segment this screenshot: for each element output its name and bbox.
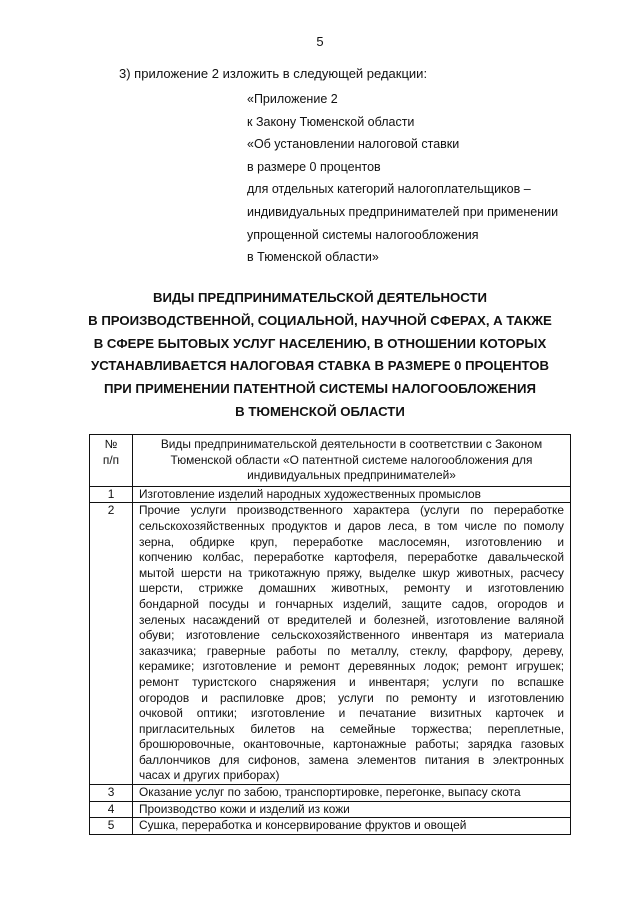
row-line: Сушка, переработка и консервирование фруктов и овощей <box>139 818 467 833</box>
appendix-line: для отдельных категорий налогоплательщиков – <box>247 182 531 197</box>
row-line: зерна, обдирке круп, переработке маслосемян, изготовлению и <box>139 534 564 549</box>
title-line: ПРИ ПРИМЕНЕНИИ ПАТЕНТНОЙ СИСТЕМЫ НАЛОГООБЛОЖЕНИЯ <box>104 381 536 397</box>
row-line: заказчика; граверные работы по металлу, стеклу, фарфору, дереву, <box>139 643 564 658</box>
row-line: Изготовление изделий народных художественных промыслов <box>139 486 481 501</box>
header-description-line: индивидуальных предпринимателей» <box>247 468 456 483</box>
header-number-line: № <box>104 437 118 451</box>
appendix-line: в размере 0 процентов <box>247 159 381 174</box>
row-line: брошюровочные, окантовочные, картонажные работы; зарядка газовых <box>139 737 564 752</box>
row-line: керамике; изготовление и ремонт деревянных лодок; ремонт игрушек; <box>139 659 564 674</box>
title-line: В СФЕРЕ БЫТОВЫХ УСЛУГ НАСЕЛЕНИЮ, В ОТНОШЕНИИ КОТОРЫХ <box>93 335 547 351</box>
row-line: часах и других приборах) <box>139 768 280 783</box>
row-line: ремонт туристского снаряжения и инвентаря; услуги по вспашке <box>139 674 564 689</box>
row-line: копчению колбас, переработке картофеля, переработке давальческой <box>139 550 564 565</box>
header-number-line: п/п <box>102 452 120 467</box>
row-number: 3 <box>90 785 133 802</box>
table-row <box>90 503 571 785</box>
row-line: огородов и распиловке дров; услуги по ремонту и изготовлению <box>139 690 564 705</box>
appendix-line: «Об установлении налоговой ставки <box>247 137 460 152</box>
row-line: пригласительных билетов на семейные торжества; переплетные, <box>139 721 564 736</box>
table-row <box>90 818 571 835</box>
appendix-heading <box>247 88 558 269</box>
row-number: 4 <box>90 801 133 818</box>
appendix-line: «Приложение 2 <box>247 92 338 106</box>
table-row <box>90 801 571 818</box>
title-line: В ТЮМЕНСКОЙ ОБЛАСТИ <box>235 403 405 419</box>
row-number: 1 <box>90 486 133 503</box>
appendix-line: упрощенной системы налогообложения <box>247 227 479 242</box>
row-description <box>133 818 571 835</box>
page-number: 5 <box>316 34 324 49</box>
header-description <box>133 435 571 487</box>
row-line: зеленых насаждений от вредителей и болезней, изготовление валяной <box>139 612 564 627</box>
row-number: 5 <box>90 818 133 835</box>
appendix-line: в Тюменской области» <box>247 250 379 265</box>
row-description <box>133 801 571 818</box>
row-line: бондарной посуды и гончарных изделий, защите садов, огородов и <box>139 596 564 611</box>
appendix-line: к Закону Тюменской области <box>247 114 415 129</box>
title-line: В ПРОИЗВОДСТВЕННОЙ, СОЦИАЛЬНОЙ, НАУЧНОЙ СФЕРАХ, А ТАКЖЕ <box>88 312 552 328</box>
row-line: Производство кожи и изделий из кожи <box>139 801 350 816</box>
row-description <box>133 785 571 802</box>
table-row <box>90 486 571 503</box>
title-line: ВИДЫ ПРЕДПРИНИМАТЕЛЬСКОЙ ДЕЯТЕЛЬНОСТИ <box>152 290 488 305</box>
row-number: 2 <box>90 503 133 785</box>
row-line: Прочие услуги производственного характера (услуги по переработке <box>139 503 564 518</box>
row-description <box>133 486 571 503</box>
row-description <box>133 503 571 785</box>
intro-text: 3) приложение 2 изложить в следующей редакции: <box>119 66 428 81</box>
row-line: обуви; изготовление сельскохозяйственного инвентаря из материала <box>139 628 564 643</box>
header-description-line: Тюменской области «О патентной системе налогообложения для <box>170 452 533 467</box>
row-line: Оказание услуг по забою, транспортировке, перегонке, выпасу скота <box>139 785 521 800</box>
title-line: УСТАНАВЛИВАЕТСЯ НАЛОГОВАЯ СТАВКА В РАЗМЕРЕ 0 ПРОЦЕНТОВ <box>90 358 549 374</box>
document-title <box>0 287 640 424</box>
row-line: очковой оптики; изготовление и печатание визитных карточек и <box>139 706 564 721</box>
header-description-line: Виды предпринимательской деятельности в соответствии с Законом <box>160 437 543 451</box>
row-line: шерсти, стрижке домашних животных, ремонту и изготовлению <box>139 581 564 596</box>
activities-table <box>89 434 571 835</box>
row-line: мытой шерсти на трикотажную пряжу, выделке шкур животных, расчесу <box>139 565 564 580</box>
row-line: сельскохозяйственных продуктов и даров леса, в том числе по помолу <box>139 518 564 533</box>
appendix-line: индивидуальных предпринимателей при применении <box>247 204 559 219</box>
row-line: баллончиков для сифонов, замена элементов питания в электронных <box>139 752 564 767</box>
table-row <box>90 785 571 802</box>
header-number <box>90 435 133 487</box>
table-header-row <box>90 435 571 487</box>
